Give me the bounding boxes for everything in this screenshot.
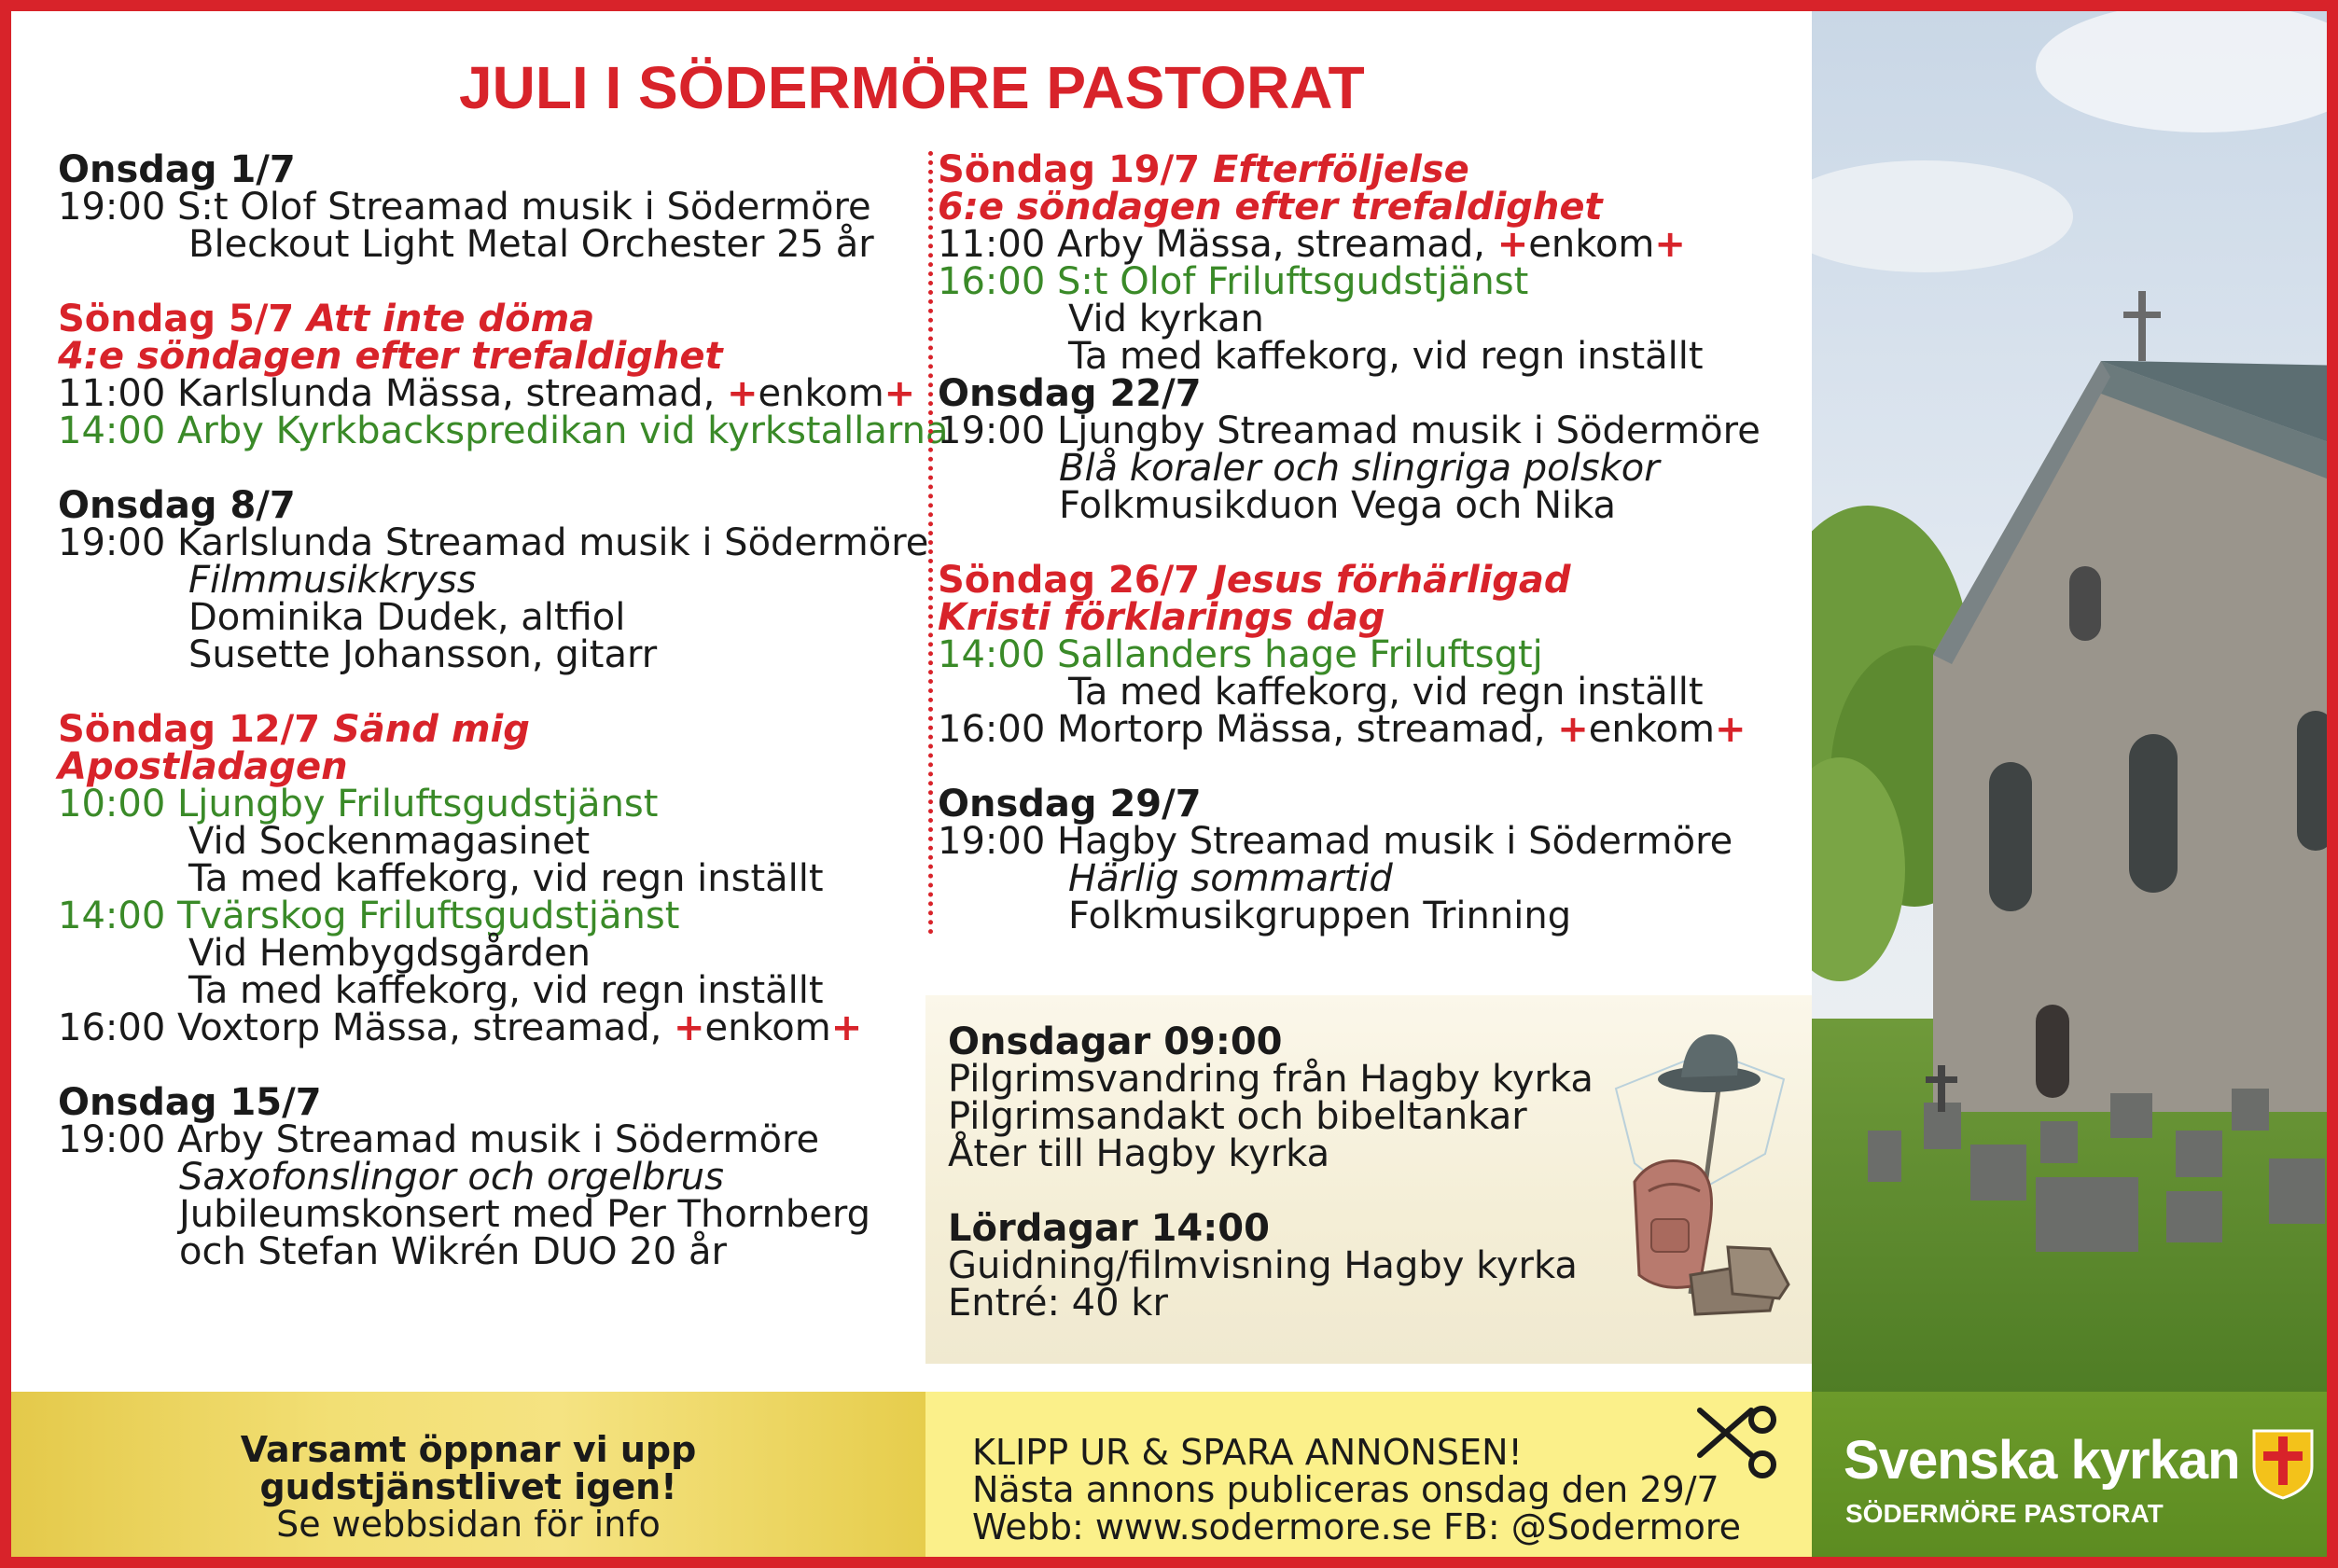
sunday-date: Söndag 19/7 [938, 148, 1201, 191]
sunday-subtitle: Kristi förklarings dag [938, 596, 1385, 639]
sunday-subtitle: 4:e söndagen efter trefaldighet [58, 335, 723, 378]
cross-symbol: + [1496, 223, 1529, 266]
event-line: 19:00 Karlslunda Streamad musik i Södermöre [58, 521, 929, 564]
pilgrim-line: Pilgrimsandakt och bibeltankar [948, 1095, 1527, 1138]
event-line-outdoor: 16:00 S:t Olof Friluftsgudstjänst [938, 260, 1529, 303]
event-block [938, 372, 1824, 527]
clip-save-text [972, 1434, 1741, 1546]
event-day-header: Onsdag 22/7 [938, 372, 1202, 415]
pilgrim-line: Entré: 40 kr [948, 1282, 1168, 1325]
church-photo-illustration [1812, 11, 2338, 1392]
sunday-theme: Efterföljelse [1213, 148, 1469, 191]
sunday-subtitle: 6:e söndagen efter trefaldighet [938, 186, 1603, 229]
clip-save-banner [925, 1392, 1812, 1568]
sunday-theme: Sänd mig [333, 708, 530, 751]
sunday-header [938, 148, 1824, 191]
event-program: Härlig sommartid [1068, 857, 1393, 900]
event-day-header: Onsdag 8/7 [58, 484, 296, 527]
event-block [58, 1081, 916, 1273]
cross-symbol: + [1654, 223, 1686, 266]
event-detail: Ta med kaffekorg, vid regn inställt [188, 857, 824, 900]
event-program: Filmmusikkryss [188, 559, 477, 602]
sunday-date: Söndag 12/7 [58, 708, 321, 751]
logo-name: Svenska kyrkan [1844, 1430, 2240, 1491]
reopening-line: Se webbsidan för info [276, 1504, 661, 1545]
pilgrim-line: Pilgrimsvandring från Hagby kyrka [948, 1058, 1593, 1101]
clip-line: KLIPP UR & SPARA ANNONSEN! [972, 1432, 1523, 1473]
event-line: 19:00 Hagby Streamad musik i Södermöre [938, 820, 1733, 863]
event-block [938, 148, 1824, 378]
event-detail: Vid Sockenmagasinet [188, 820, 591, 863]
event-detail: Vid Hembygdsgården [188, 932, 591, 975]
event-detail: Ta med kaffekorg, vid regn inställt [188, 969, 824, 1012]
sunday-subtitle: Apostladagen [58, 745, 348, 788]
sunday-date: Söndag 26/7 [938, 559, 1201, 602]
event-line: 19:00 S:t Olof Streamad musik i Södermöre [58, 186, 871, 229]
cross-symbol: + [830, 1006, 863, 1049]
event-line: 16:00 Voxtorp Mässa, streamad, +enkom+ [58, 1006, 863, 1049]
event-line-outdoor: 14:00 Sallanders hage Friluftsgtj [938, 633, 1543, 676]
right-schedule-column [938, 148, 1824, 972]
event-detail: Folkmusikgruppen Trinning [1068, 895, 1572, 937]
pilgrim-header: Onsdagar 09:00 [948, 1020, 1283, 1063]
event-day-header: Onsdag 29/7 [938, 783, 1202, 826]
event-detail: Dominika Dudek, altfiol [188, 596, 626, 639]
event-day-header: Onsdag 1/7 [58, 148, 296, 191]
event-block [58, 484, 929, 676]
sunday-header [938, 559, 1824, 602]
event-block [938, 785, 1824, 935]
reopening-message [11, 1431, 925, 1543]
event-line: 11:00 Karlslunda Mässa, streamad, +enkom+ [58, 372, 916, 415]
reopening-line: gudstjänstlivet igen! [259, 1466, 677, 1507]
event-block [58, 298, 949, 452]
clip-line: Webb: www.sodermore.se FB: @Sodermore [972, 1506, 1742, 1547]
sunday-date: Söndag 5/7 [58, 298, 295, 340]
sunday-theme: Att inte döma [307, 298, 595, 340]
pilgrim-hat-backpack-boots-icon [1597, 1014, 1802, 1340]
event-line-outdoor: 10:00 Ljungby Friluftsgudstjänst [58, 783, 659, 826]
church-photo [1812, 11, 2338, 1392]
cross-symbol: + [674, 1006, 705, 1049]
page-title: JULI I SÖDERMÖRE PASTORAT [459, 54, 1365, 121]
event-detail: Folkmusikduon Vega och Nika [1059, 484, 1617, 527]
event-detail: Ta med kaffekorg, vid regn inställt [1068, 671, 1704, 714]
cross-symbol: + [1557, 708, 1589, 751]
event-detail: Vid kyrkan [1068, 298, 1264, 340]
logo-area [1812, 1392, 2338, 1568]
sunday-theme: Jesus förhärligad [1213, 559, 1571, 602]
event-block [58, 708, 916, 1049]
event-block [938, 559, 1824, 751]
event-detail: och Stefan Wikrén DUO 20 år [179, 1230, 727, 1273]
event-line-outdoor: 14:00 Tvärskog Friluftsgudstjänst [58, 895, 680, 937]
event-line: 11:00 Arby Mässa, streamad, +enkom+ [938, 223, 1686, 266]
pilgrim-header: Lördagar 14:00 [948, 1207, 1270, 1250]
left-schedule-column [58, 148, 949, 1308]
event-day-header: Onsdag 15/7 [58, 1081, 322, 1124]
event-detail: Ta med kaffekorg, vid regn inställt [1068, 335, 1704, 378]
sunday-header [58, 708, 916, 751]
cross-symbol: + [1714, 708, 1747, 751]
cross-symbol: + [884, 372, 916, 415]
pilgrim-line: Guidning/filmvisning Hagby kyrka [948, 1244, 1578, 1287]
event-line: 16:00 Mortorp Mässa, streamad, +enkom+ [938, 708, 1747, 751]
pilgrim-text [948, 1020, 1593, 1325]
event-line-outdoor: 14:00 Arby Kyrkbackspredikan vid kyrkstallarna [58, 409, 949, 452]
event-block [58, 148, 916, 266]
pilgrim-box [925, 995, 1812, 1364]
logo-subtitle: SÖDERMÖRE PASTORAT [1845, 1499, 2164, 1528]
event-detail: Susette Johansson, gitarr [188, 633, 658, 676]
pilgrim-line: Åter till Hagby kyrka [948, 1132, 1330, 1175]
event-program: Blå koraler och slingriga polskor [1059, 447, 1660, 490]
event-detail: Bleckout Light Metal Orchester 25 år [188, 223, 874, 266]
sunday-header [58, 300, 916, 338]
column-divider [928, 151, 933, 935]
event-program: Saxofonslingor och orgelbrus [179, 1156, 724, 1199]
event-line: 19:00 Arby Streamad musik i Södermöre [58, 1118, 820, 1161]
cross-symbol: + [727, 372, 758, 415]
reopening-line: Varsamt öppnar vi upp [240, 1429, 697, 1470]
tulip-banner [11, 1392, 925, 1568]
event-line: 19:00 Ljungby Streamad musik i Södermöre [938, 409, 1760, 452]
event-detail: Jubileumskonsert med Per Thornberg [179, 1193, 871, 1236]
church-crest-icon [2250, 1427, 2316, 1502]
clip-line: Nästa annons publiceras onsdag den 29/7 [972, 1469, 1719, 1510]
